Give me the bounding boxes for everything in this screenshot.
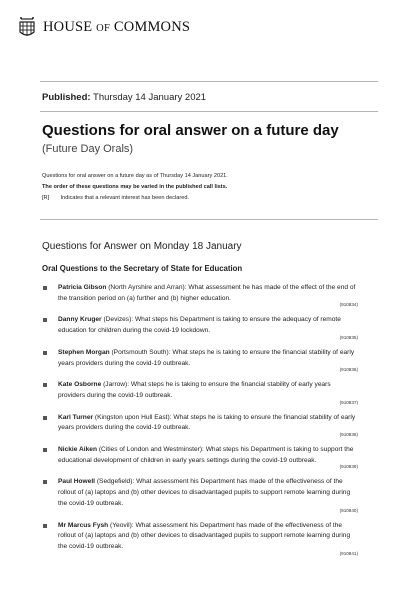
page-title: Questions for oral answer on a future day	[42, 122, 339, 139]
question-item	[42, 380, 358, 405]
divider-published	[40, 111, 378, 112]
divider-top	[40, 81, 378, 82]
question-text	[58, 413, 358, 434]
bullet-icon	[43, 286, 47, 290]
question-number: (910834)	[339, 302, 358, 308]
divider-intro	[40, 219, 378, 220]
commons-word: COMMONS	[113, 18, 191, 35]
bullet-icon	[43, 383, 47, 387]
questions-list	[42, 283, 358, 564]
published-date: Thursday 14 January 2021	[93, 92, 207, 103]
question-text	[58, 521, 358, 553]
question-number: (910840)	[339, 507, 358, 513]
question-body: (Yeovil): What assessment his Department has made of the effectiveness of the rollout of (a) laptops and (b) other devices to disadvantaged pupils to support remote learning during the covid-19 outbreak.	[58, 521, 351, 550]
question-item	[42, 445, 358, 470]
question-number: (910839)	[339, 464, 358, 470]
member-name: Nickie Aiken	[58, 446, 97, 454]
of-word: OF	[96, 22, 110, 34]
member-name: Mr Marcus Fysh	[58, 521, 109, 529]
page-header	[18, 16, 190, 38]
question-number: (910841)	[339, 550, 358, 556]
question-body: (Devizes): What steps his Department is taking to ensure the adequacy of remote education for children during the covid-19 lockdown.	[58, 316, 341, 335]
published-label: Published:	[42, 92, 91, 103]
bullet-icon	[43, 318, 47, 322]
subsection-heading: Oral Questions to the Secretary of State for Education	[42, 264, 243, 273]
page-subtitle: (Future Day Orals)	[42, 143, 134, 155]
portcullis-logo-icon	[18, 16, 36, 38]
question-text	[58, 283, 358, 304]
section-heading: Questions for Answer on Monday 18 January	[42, 241, 242, 252]
member-name: Karl Turner	[58, 413, 94, 421]
question-body: (North Ayrshire and Arran): What assessment he has made of the effect of the end of the transition period on (a) further and (b) higher education.	[58, 284, 356, 302]
question-text	[58, 380, 358, 401]
member-name: Stephen Morgan	[58, 348, 110, 356]
question-body: (Kingston upon Hull East): What steps he is taking to ensure the financial stability of early years providers during the covid-19 outbreak.	[58, 413, 356, 432]
bullet-icon	[43, 480, 47, 484]
question-item	[42, 283, 358, 308]
question-body: (Sedgefield): What assessment his Department has made of the effectiveness of the rollout of (a) laptops and (b) other devices to disadvantaged pupils to support remote learning during the covid-19 outbreak.	[58, 478, 351, 507]
question-item	[42, 521, 358, 557]
member-name: Kate Osborne	[58, 381, 102, 389]
question-item	[42, 348, 358, 373]
intro-line-3	[42, 193, 362, 204]
question-text	[58, 477, 358, 509]
question-item	[42, 315, 358, 340]
question-body: (Portsmouth South): What steps he is taking to ensure the financial stability of early years providers during the covid-19 outbreak.	[58, 348, 355, 367]
house-word: HOUSE	[43, 18, 93, 35]
bullet-icon	[43, 416, 47, 420]
question-body: (Jarrow): What steps he is taking to ensure the financial stability of early years providers during the covid-19 outbreak.	[58, 381, 331, 399]
member-name: Danny Kruger	[58, 316, 102, 324]
intro-line-2: The order of these questions may be varied in the published call lists.	[42, 184, 228, 190]
question-body: (Cities of London and Westminster): What steps his Department is taking to support the educational development of children in early years settings during the covid-19 outbreak.	[58, 446, 354, 464]
question-text	[58, 348, 358, 369]
relevant-interest-text: Indicates that a relevant interest has been declared.	[60, 195, 189, 201]
question-item	[42, 413, 358, 438]
house-of-commons-wordmark	[43, 19, 190, 36]
member-name: Patricia Gibson	[58, 284, 107, 291]
question-number: (910838)	[339, 432, 358, 438]
published-line	[42, 92, 206, 103]
member-name: Paul Howell	[58, 478, 96, 486]
question-item	[42, 477, 358, 513]
relevant-interest-marker: [R]	[42, 195, 50, 201]
question-number: (910837)	[339, 399, 358, 405]
question-text	[58, 445, 358, 466]
bullet-icon	[43, 448, 47, 452]
bullet-icon	[43, 351, 47, 355]
bullet-icon	[43, 524, 47, 528]
intro-notes	[42, 171, 362, 204]
intro-line-1: Questions for oral answer on a future day as of Thursday 14 January 2021.	[42, 173, 228, 179]
question-number: (910835)	[339, 334, 358, 340]
question-text	[58, 315, 358, 336]
question-number: (910836)	[339, 367, 358, 373]
